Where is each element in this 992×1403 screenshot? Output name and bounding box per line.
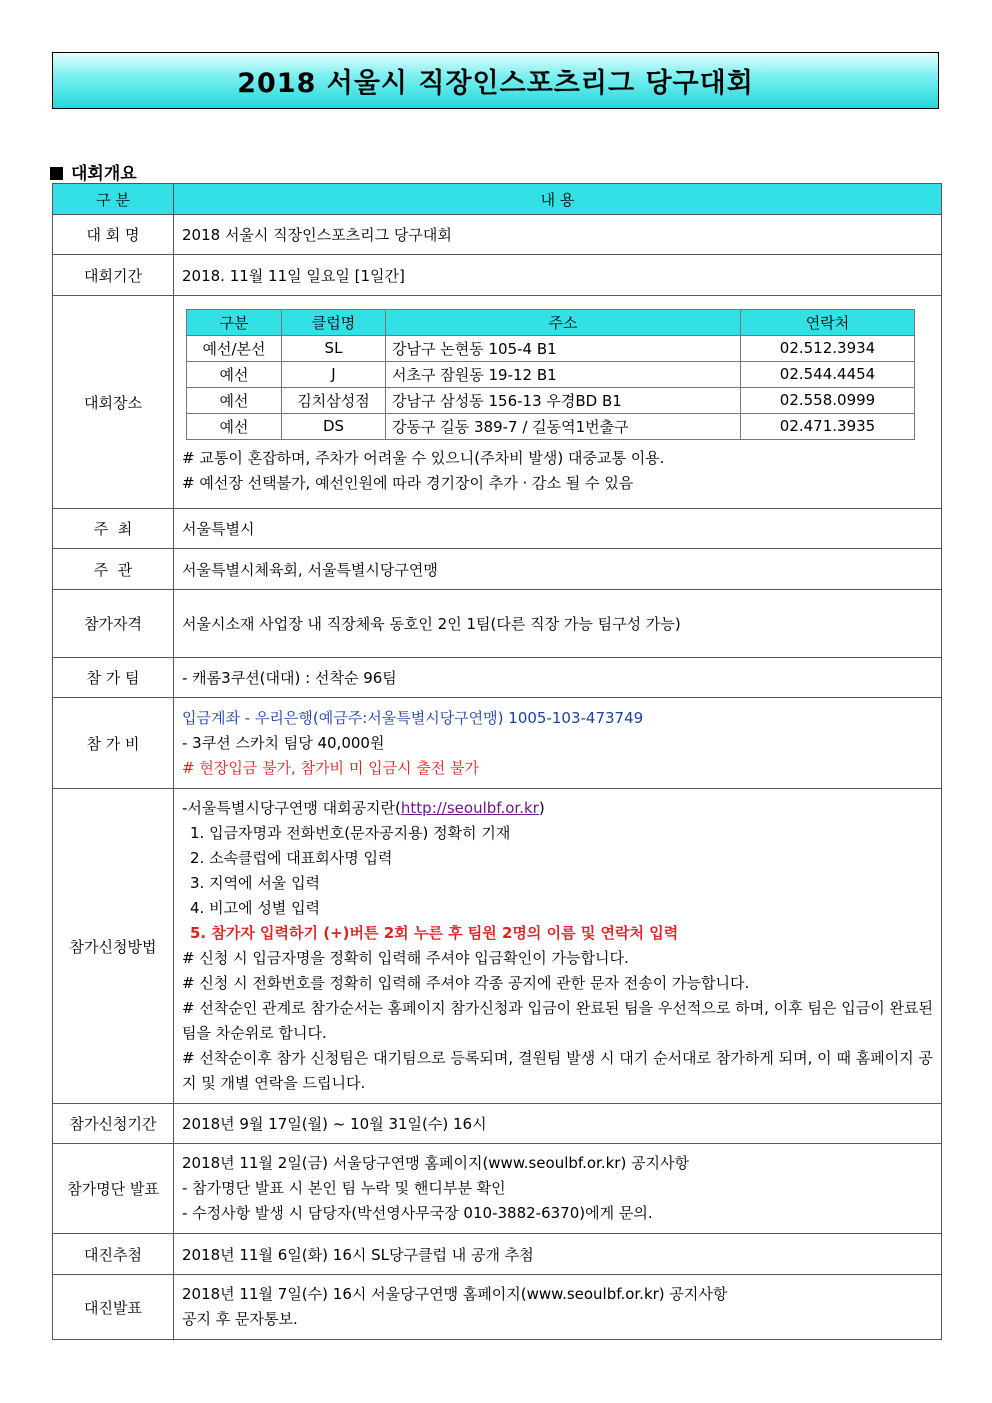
apply-step: 3. 지역에 서울 입력 xyxy=(190,874,321,892)
row-value: 서울시소재 사업장 내 직장체육 동호인 2인 1팀(다른 직장 가능 팀구성 가능) xyxy=(174,590,942,658)
row-value: 2018년 11월 6일(화) 16시 SL당구클럽 내 공개 추첨 xyxy=(174,1234,942,1275)
apply-note: # 선착순인 관계로 참가순서는 홈페이지 참가신청과 입금이 완료된 팀을 우선적으로 하며, 이후 팀은 입금이 완료된 팀을 차순위로 합니다. xyxy=(182,999,933,1042)
venue-phone: 02.512.3934 xyxy=(741,335,915,361)
venue-col-club: 클럽명 xyxy=(282,309,386,335)
venue-club: 김치삼성점 xyxy=(282,387,386,413)
venue-club: DS xyxy=(282,413,386,439)
venue-phone: 02.471.3935 xyxy=(741,413,915,439)
apply-intro xyxy=(182,796,933,821)
row-label: 대진추첨 xyxy=(53,1234,174,1275)
section-heading xyxy=(50,159,137,184)
venue-phone: 02.544.4454 xyxy=(741,361,915,387)
row-bracket xyxy=(53,1275,942,1340)
venue-phone: 02.558.0999 xyxy=(741,387,915,413)
document-title-banner xyxy=(52,52,939,109)
row-eligibility xyxy=(53,590,942,658)
venue-note: # 예선장 선택불가, 예선인원에 따라 경기장이 추가 · 감소 될 수 있음 xyxy=(182,473,634,492)
apply-intro-end: ) xyxy=(538,799,545,817)
apply-step: 1. 입금자명과 전화번호(문자공지용) 정확히 기재 xyxy=(190,824,511,842)
section-title: 대회개요 xyxy=(71,164,137,184)
row-label: 주 관 xyxy=(53,549,174,590)
row-venue xyxy=(53,296,942,509)
venue-address: 강동구 길동 389-7 / 길동역1번출구 xyxy=(386,413,741,439)
apply-note: # 신청 시 전화번호를 정확히 입력해 주셔야 각종 공지에 관한 문자 전송이 가능합니다. xyxy=(182,974,750,992)
row-fee xyxy=(53,698,942,789)
bracket-line: 2018년 11월 7일(수) 16시 서울당구연맹 홈페이지(www.seoulbf.or.kr) 공지사항 xyxy=(182,1285,728,1303)
apply-step-highlight: 5. 참가자 입력하기 (+)버튼 2회 누른 후 팀원 2명의 이름 및 연락처 입력 xyxy=(190,924,679,942)
row-label: 대회장소 xyxy=(53,296,174,509)
row-value: 서울특별시체육회, 서울특별시당구연맹 xyxy=(174,549,942,590)
venue-type: 예선 xyxy=(187,413,282,439)
row-organizer xyxy=(53,549,942,590)
venue-type: 예선/본선 xyxy=(187,335,282,361)
row-label: 참가신청방법 xyxy=(53,789,174,1104)
apply-method-cell xyxy=(174,789,942,1104)
row-draw xyxy=(53,1234,942,1275)
venue-type: 예선 xyxy=(187,361,282,387)
table-header-row xyxy=(53,184,942,215)
apply-step: 4. 비고에 성별 입력 xyxy=(190,899,321,917)
row-name xyxy=(53,215,942,255)
fee-warning: # 현장입금 불가, 참가비 미 입금시 출전 불가 xyxy=(182,758,480,777)
document-title: 2018 서울시 직장인스포츠리그 당구대회 xyxy=(237,68,754,99)
venue-row xyxy=(187,387,915,413)
venue-col-type: 구분 xyxy=(187,309,282,335)
bracket-cell xyxy=(174,1275,942,1340)
square-bullet-icon xyxy=(50,167,63,180)
row-value: 서울특별시 xyxy=(174,509,942,549)
header-category: 구 분 xyxy=(53,184,174,215)
fee-amount: - 3쿠션 스카치 팀당 40,000원 xyxy=(182,733,385,752)
overview-table xyxy=(52,183,942,1340)
apply-intro-text: -서울특별시당구연맹 대회공지란( xyxy=(182,799,401,817)
venue-row xyxy=(187,361,915,387)
row-label: 주 최 xyxy=(53,509,174,549)
row-label: 대회기간 xyxy=(53,255,174,296)
row-label: 참 가 비 xyxy=(53,698,174,789)
venue-row xyxy=(187,413,915,439)
fee-account: 입금계좌 - 우리은행(예금주:서울특별시당구연맹) 1005-103-473749 xyxy=(182,708,644,727)
venue-header-row xyxy=(187,309,915,335)
row-value: - 캐롬3쿠션(대대) : 선착순 96팀 xyxy=(174,658,942,698)
apply-note: # 선착순이후 참가 신청팀은 대기팀으로 등록되며, 결원팀 발생 시 대기 순서대로 참가하게 되며, 이 때 홈페이지 공지 및 개별 연락을 드립니다. xyxy=(182,1049,933,1092)
row-label: 참 가 팀 xyxy=(53,658,174,698)
venue-club: SL xyxy=(282,335,386,361)
venue-note: # 교통이 혼잡하며, 주차가 어려울 수 있으니(주차비 발생) 대중교통 이용. xyxy=(182,448,665,467)
roster-line: - 참가명단 발표 시 본인 팀 누락 및 핸디부분 확인 xyxy=(182,1179,506,1197)
venue-cell xyxy=(174,296,942,509)
venue-type: 예선 xyxy=(187,387,282,413)
row-host xyxy=(53,509,942,549)
apply-note: # 신청 시 입금자명을 정확히 입력해 주셔야 입금확인이 가능합니다. xyxy=(182,949,629,967)
row-period xyxy=(53,255,942,296)
row-apply-period xyxy=(53,1104,942,1144)
row-label: 참가자격 xyxy=(53,590,174,658)
venue-row xyxy=(187,335,915,361)
venue-table xyxy=(186,309,915,440)
roster-line: 2018년 11월 2일(금) 서울당구연맹 홈페이지(www.seoulbf.or.kr) 공지사항 xyxy=(182,1154,690,1172)
row-value: 2018. 11월 11일 일요일 [1일간] xyxy=(174,255,942,296)
apply-step: 2. 소속클럽에 대표회사명 입력 xyxy=(190,849,393,867)
row-teams xyxy=(53,658,942,698)
row-value: 2018년 9월 17일(월) ~ 10월 31일(수) 16시 xyxy=(174,1104,942,1144)
venue-col-phone: 연락처 xyxy=(741,309,915,335)
venue-address: 강남구 논현동 105-4 B1 xyxy=(386,335,741,361)
bracket-line: 공지 후 문자통보. xyxy=(182,1310,298,1328)
roster-cell xyxy=(174,1144,942,1234)
fee-cell xyxy=(174,698,942,789)
row-label: 대진발표 xyxy=(53,1275,174,1340)
row-roster xyxy=(53,1144,942,1234)
row-label: 대 회 명 xyxy=(53,215,174,255)
row-apply-method xyxy=(53,789,942,1104)
header-content: 내 용 xyxy=(174,184,942,215)
venue-club: J xyxy=(282,361,386,387)
row-label: 참가신청기간 xyxy=(53,1104,174,1144)
venue-address: 서초구 잠원동 19-12 B1 xyxy=(386,361,741,387)
venue-col-address: 주소 xyxy=(386,309,741,335)
homepage-link[interactable]: http://seoulbf.or.kr xyxy=(400,799,539,817)
row-label: 참가명단 발표 xyxy=(53,1144,174,1234)
row-value: 2018 서울시 직장인스포츠리그 당구대회 xyxy=(174,215,942,255)
roster-line: - 수정사항 발생 시 담당자(박선영사무국장 010-3882-6370)에게 문의. xyxy=(182,1204,653,1222)
venue-address: 강남구 삼성동 156-13 우경BD B1 xyxy=(386,387,741,413)
